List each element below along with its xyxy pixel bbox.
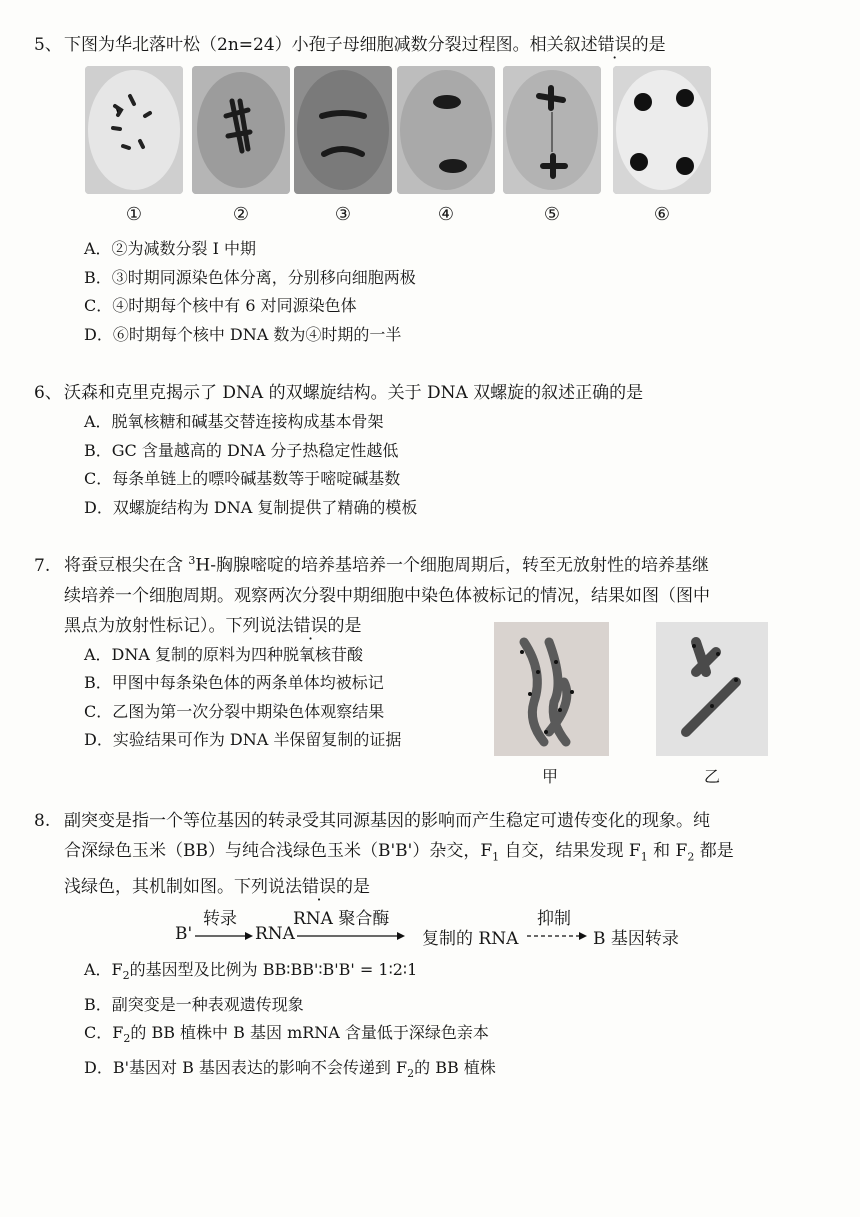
cell-image-6	[613, 66, 711, 194]
q7-options	[34, 641, 474, 755]
q5-stem: 5、 下图为华北落叶松（2n=24）小孢子母细胞减数分裂过程图。相关叙述错误的是	[34, 35, 666, 55]
q7-option-d: D．实验结果可作为 DNA 半保留复制的证据	[84, 730, 402, 750]
q5-option-d: D．⑥时期每个核中 DNA 数为④时期的一半	[84, 324, 402, 344]
question-5	[34, 30, 834, 60]
cell-image-5	[503, 66, 601, 194]
q5-options	[34, 235, 834, 349]
q7-stem-line-1: 7. 将蚕豆根尖在含 $^3$H-胸腺嘧啶的培养基培养一个细胞周期后，转至无放射性的培养基继	[34, 554, 709, 576]
flow-label-polymerase: RNA 聚合酶	[293, 909, 390, 929]
q7-option-a: A．DNA 复制的原料为四种脱氧核苷酸	[84, 644, 364, 664]
question-8	[34, 806, 834, 902]
flow-end: B 基因转录	[593, 929, 679, 949]
cell-image-1	[85, 66, 183, 194]
cell-label-6: ⑥	[653, 204, 671, 225]
flow-label-inhibit: 抑制	[537, 909, 571, 929]
mechanism-diagram	[175, 904, 735, 952]
photo-jia	[494, 622, 609, 756]
q8-stem-line-1: 8. 副突变是指一个等位基因的转录受其同源基因的影响而产生稳定可遗传变化的现象。纯	[34, 811, 710, 831]
cell-label-2: ②	[232, 204, 250, 225]
q7-stem-line-3: 黑点为放射性标记）。下列说法错误的是	[64, 615, 362, 636]
flow-node-rna: RNA	[255, 924, 295, 944]
q8-emphasis: 错误	[302, 877, 336, 898]
q5-cell-photos	[85, 66, 720, 196]
q8-option-d: D．B'基因对 B 基因表达的影响不会传递到 $F_2$的 BB 植株	[84, 1057, 496, 1081]
cell-label-4: ④	[437, 204, 455, 225]
q7-stem-line-2: 续培养一个细胞周期。观察两次分裂中期细胞中染色体被标记的情况，结果如图（图中	[64, 585, 710, 606]
q6-option-b: B．GC 含量越高的 DNA 分子热稳定性越低	[84, 440, 399, 460]
q8-stem-line-3: 浅绿色，其机制如图。下列说法错误的是	[64, 877, 370, 898]
q6-option-d: D．双螺旋结构为 DNA 复制提供了精确的模板	[84, 497, 418, 517]
cell-label-5: ⑤	[543, 204, 561, 225]
q5-emphasis: 错误	[597, 35, 632, 55]
cell-image-2	[192, 66, 290, 194]
question-6	[34, 378, 834, 522]
q6-option-a: A．脱氧核糖和碱基交替连接构成基本骨架	[84, 412, 384, 431]
cell-label-1: ①	[125, 204, 143, 225]
flow-node-replicated-rna: 复制的 RNA	[422, 929, 519, 949]
q8-option-c: C．$F_2$的 BB 植株中 B 基因 mRNA 含量低于深绿色亲本	[84, 1023, 489, 1046]
flow-start: B'	[175, 924, 193, 944]
q8-stem-line-2: 合深绿色玉米（BB）与纯合浅绿色玉米（B'B'）杂交，$F_1$ 自交，结果发现 $F_1$ 和 $F_2$ 都是	[64, 841, 734, 864]
q7-option-c: C．乙图为第一次分裂中期染色体观察结果	[84, 701, 385, 721]
cell-label-3: ③	[334, 204, 352, 225]
flow-label-transcription: 转录	[203, 909, 237, 929]
cell-image-3	[294, 66, 392, 194]
q8-option-b: B．副突变是一种表观遗传现象	[84, 994, 304, 1014]
q7-option-b: B．甲图中每条染色体的两条单体均被标记	[84, 673, 384, 693]
q6-stem: 6、 沃森和克里克揭示了 DNA 的双螺旋结构。关于 DNA 双螺旋的叙述正确的是	[34, 383, 644, 403]
q5-option-c: C．④时期每个核中有 6 对同源染色体	[84, 296, 357, 315]
q5-option-a: A．②为减数分裂 I 中期	[84, 239, 257, 258]
photo-label-jia: 甲	[541, 767, 558, 786]
q6-option-c: C．每条单链上的嘌呤碱基数等于嘧啶碱基数	[84, 469, 401, 488]
cell-image-4	[397, 66, 495, 194]
q7-emphasis: 错误	[293, 615, 328, 636]
q5-option-b: B．③时期同源染色体分离，分别移向细胞两极	[84, 267, 416, 287]
photo-yi	[656, 622, 768, 756]
photo-label-yi: 乙	[703, 767, 720, 786]
q8-option-a: A．$F_2$的基因型及比例为 BB∶BB'∶B'B' = 1∶2∶1	[84, 960, 418, 983]
q8-options	[34, 956, 834, 1089]
